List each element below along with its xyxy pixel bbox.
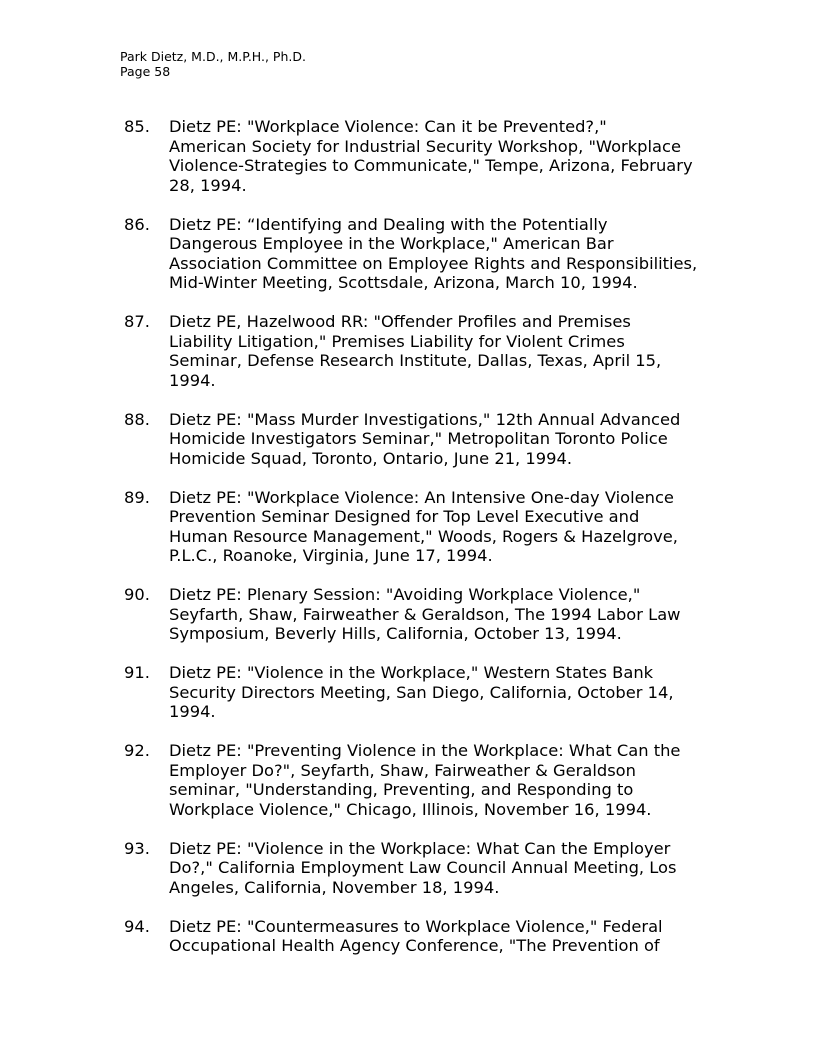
citation-line: Mid-Winter Meeting, Scottsdale, Arizona, March 10, 1994. xyxy=(169,273,638,293)
citation-line: 1994. xyxy=(169,370,216,390)
citation-number: 89. xyxy=(124,487,150,507)
citation-line: Dietz PE: "Workplace Violence: An Intensive One-day Violence xyxy=(169,487,674,507)
citation-text xyxy=(169,663,704,722)
citation-text xyxy=(169,585,704,644)
citation-line: Prevention Seminar Designed for Top Level Executive and xyxy=(169,507,640,527)
citation-entry xyxy=(124,488,704,566)
citation-number: 87. xyxy=(124,312,150,332)
citation-entry xyxy=(124,663,704,722)
citation-line: 28, 1994. xyxy=(169,175,247,195)
citation-line: Homicide Squad, Toronto, Ontario, June 21, 1994. xyxy=(169,448,573,468)
citation-line: Dietz PE: “Identifying and Dealing with the Potentially xyxy=(169,214,608,234)
citation-line: Angeles, California, November 18, 1994. xyxy=(169,877,500,897)
citation-line: Human Resource Management," Woods, Rogers & Hazelgrove, xyxy=(169,526,678,546)
citation-text xyxy=(169,410,704,469)
citation-number: 86. xyxy=(124,214,150,234)
citation-line: Violence-Strategies to Communicate," Tempe, Arizona, February xyxy=(169,156,693,176)
citation-number: 92. xyxy=(124,741,150,761)
citation-line: Seyfarth, Shaw, Fairweather & Geraldson, The 1994 Labor Law xyxy=(169,604,681,624)
citation-text xyxy=(169,215,704,293)
citation-number: 85. xyxy=(124,117,150,136)
page-header xyxy=(120,49,306,79)
citation-entry xyxy=(124,117,704,195)
citation-line: Employer Do?", Seyfarth, Shaw, Fairweather & Geraldson xyxy=(169,760,636,780)
citation-text xyxy=(169,312,704,390)
citation-number: 91. xyxy=(124,663,150,683)
header-author: Park Dietz, M.D., M.P.H., Ph.D. xyxy=(120,49,306,64)
citation-line: Dietz PE: "Violence in the Workplace," Western States Bank xyxy=(169,663,654,683)
citation-line: 1994. xyxy=(169,702,216,722)
citation-line: P.L.C., Roanoke, Virginia, June 17, 1994. xyxy=(169,546,493,566)
citation-number: 94. xyxy=(124,916,150,936)
citation-line: Do?," California Employment Law Council Annual Meeting, Los xyxy=(169,858,677,878)
citation-text xyxy=(169,117,704,195)
citation-line: Dietz PE: "Preventing Violence in the Workplace: What Can the xyxy=(169,741,681,761)
citation-line: Dietz PE: "Countermeasures to Workplace Violence," Federal xyxy=(169,916,663,936)
citation-line: Security Directors Meeting, San Diego, California, October 14, xyxy=(169,682,674,702)
citation-entry xyxy=(124,410,704,469)
citation-line: Homicide Investigators Seminar," Metropolitan Toronto Police xyxy=(169,429,668,449)
citation-line: Dietz PE, Hazelwood RR: "Offender Profiles and Premises xyxy=(169,312,631,332)
citation-text xyxy=(169,839,704,898)
citation-line: Dietz PE: "Workplace Violence: Can it be Prevented?," xyxy=(169,117,607,136)
citation-text xyxy=(169,488,704,566)
citation-line: Workplace Violence," Chicago, Illinois, November 16, 1994. xyxy=(169,799,652,819)
citation-list xyxy=(124,117,704,975)
citation-line: Liability Litigation," Premises Liability for Violent Crimes xyxy=(169,331,625,351)
citation-line: Symposium, Beverly Hills, California, October 13, 1994. xyxy=(169,624,622,644)
citation-line: Dietz PE: Plenary Session: "Avoiding Workplace Violence," xyxy=(169,585,641,605)
citation-line: seminar, "Understanding, Preventing, and Responding to xyxy=(169,780,634,800)
citation-line: Dietz PE: "Mass Murder Investigations," 12th Annual Advanced xyxy=(169,409,681,429)
citation-entry xyxy=(124,215,704,293)
citation-text xyxy=(169,917,704,956)
header-page-number: Page 58 xyxy=(120,64,171,79)
citation-line: Occupational Health Agency Conference, "The Prevention of xyxy=(169,936,660,956)
citation-number: 90. xyxy=(124,585,150,605)
citation-line: American Society for Industrial Security Workshop, "Workplace xyxy=(169,136,681,156)
citation-entry xyxy=(124,585,704,644)
citation-entry xyxy=(124,839,704,898)
citation-line: Dietz PE: "Violence in the Workplace: What Can the Employer xyxy=(169,838,671,858)
citation-line: Seminar, Defense Research Institute, Dallas, Texas, April 15, xyxy=(169,351,662,371)
citation-entry xyxy=(124,741,704,819)
citation-entry xyxy=(124,917,704,956)
citation-text xyxy=(169,741,704,819)
citation-number: 88. xyxy=(124,409,150,429)
citation-entry xyxy=(124,312,704,390)
citation-line: Association Committee on Employee Rights and Responsibilities, xyxy=(169,253,698,273)
citation-line: Dangerous Employee in the Workplace," American Bar xyxy=(169,234,614,254)
citation-number: 93. xyxy=(124,838,150,858)
